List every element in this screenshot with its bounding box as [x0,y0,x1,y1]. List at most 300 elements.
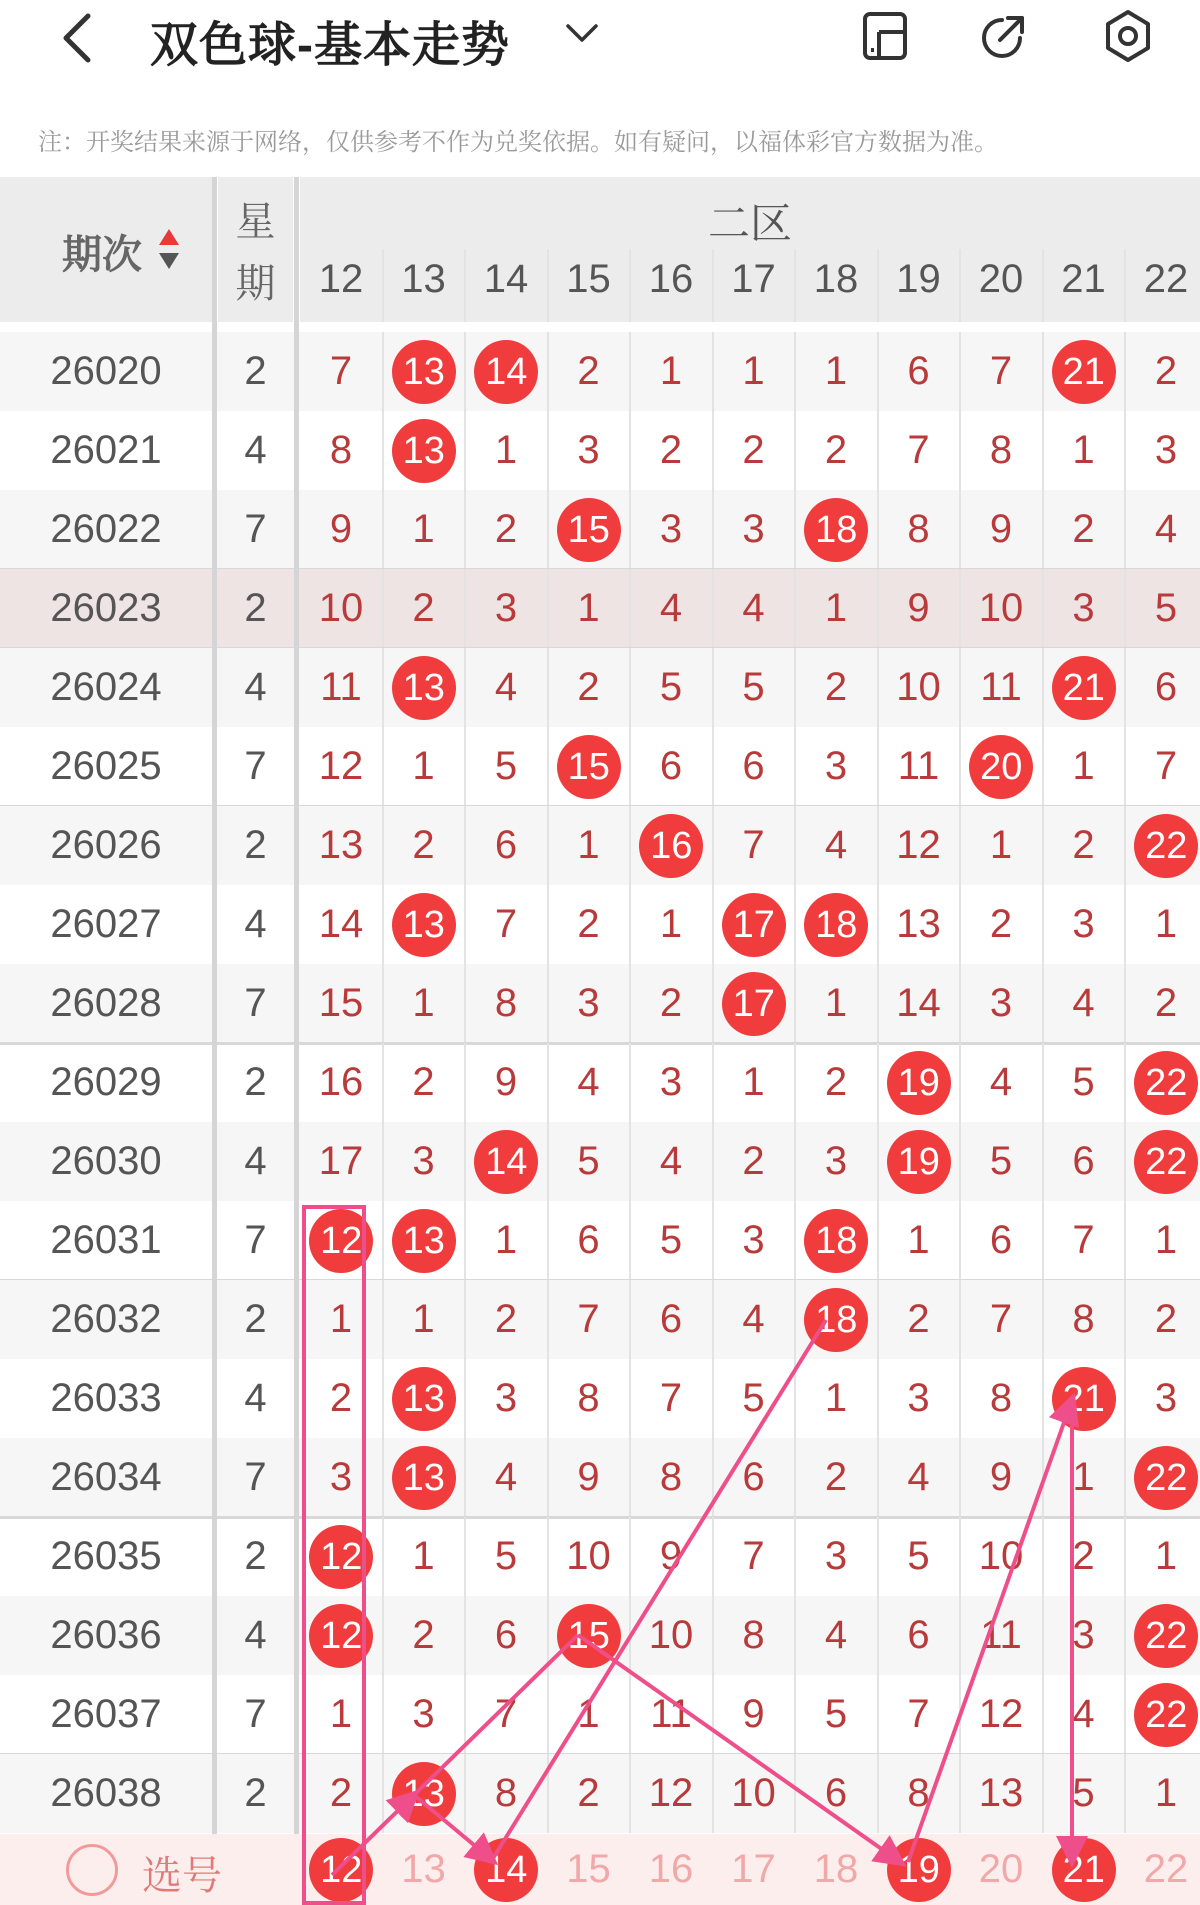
miss-count-cell: 5 [742,665,765,709]
period-cell: 26032 [50,1297,162,1341]
zone-header [300,177,1200,249]
miss-count-cell: 2 [907,1297,930,1341]
week-cell: 7 [244,1692,267,1736]
grid-line [629,1438,631,1517]
miss-count-cell: 10 [648,1613,694,1657]
miss-count-cell: 4 [1072,1692,1095,1736]
miss-count-cell: 10 [896,665,941,709]
drawn-number-ball: 18 [804,1288,868,1352]
grid-line [547,1359,549,1438]
grid-line [629,569,631,648]
miss-count-cell: 6 [907,349,930,393]
miss-count-cell: 5 [989,1139,1013,1183]
miss-count-cell: 7 [1072,1218,1095,1262]
miss-count-cell: 4 [494,1455,518,1499]
grid-line [629,490,631,569]
grid-line [629,727,631,806]
grid-line [629,1517,631,1596]
week-cell: 2 [244,586,267,630]
grid-line [1042,569,1044,648]
grid-line [547,490,549,569]
grid-line [382,1517,384,1596]
drawn-number-ball: 17 [722,972,786,1036]
miss-count-cell: 2 [659,428,683,472]
selectable-number[interactable]: 16 [648,1847,694,1891]
miss-count-cell: 3 [494,586,518,630]
drawn-number-ball: 13 [392,340,456,404]
grid-line [464,806,466,885]
miss-count-cell: 14 [318,902,364,946]
miss-count-cell: 1 [1072,428,1095,472]
table-row[interactable] [0,648,1200,727]
table-row[interactable] [0,490,1200,569]
zone-label: 二区 [707,200,792,247]
table-row[interactable] [0,1280,1200,1359]
period-cell: 26021 [50,428,162,472]
miss-count-cell: 4 [1154,507,1178,551]
select-radio[interactable] [66,1844,118,1896]
grid-line [547,1122,549,1201]
grid-line [629,249,631,322]
grid-line [712,1675,714,1754]
grid-line [382,1201,384,1280]
grid-line [1042,885,1044,964]
miss-count-cell: 6 [494,823,518,867]
column-number: 19 [896,257,941,301]
miss-count-cell: 6 [907,1613,930,1657]
grid-line [547,332,549,411]
selectable-number[interactable]: 20 [978,1847,1024,1891]
miss-count-cell: 8 [989,1376,1013,1420]
grid-line [464,332,466,411]
grid-line [1042,1359,1044,1438]
grid-line [877,1122,879,1201]
grid-line [712,1201,714,1280]
drawn-number-ball: 22 [1134,814,1198,878]
miss-count-cell: 4 [824,1613,848,1657]
miss-count-cell: 2 [412,823,435,867]
grid-line [547,1754,549,1833]
miss-count-cell: 1 [577,586,600,630]
miss-count-cell: 9 [329,507,353,551]
phone-layout-icon[interactable] [857,8,913,64]
grid-line [1124,964,1126,1043]
miss-count-cell: 7 [742,1534,765,1578]
table-row[interactable] [0,1043,1200,1122]
table-row[interactable] [0,1675,1200,1754]
grid-line [794,648,796,727]
miss-count-cell: 12 [896,823,941,867]
grid-line [794,1043,796,1122]
grid-line [877,569,879,648]
week-cell: 7 [244,981,267,1025]
miss-count-cell: 4 [824,823,848,867]
miss-count-cell: 10 [978,1534,1024,1578]
grid-line [464,1517,466,1596]
table-row[interactable] [0,1201,1200,1280]
miss-count-cell: 1 [1072,744,1095,788]
miss-count-cell: 8 [577,1376,600,1420]
table-row[interactable] [0,806,1200,885]
miss-count-cell: 6 [1072,1139,1095,1183]
week-cell: 2 [244,349,267,393]
grid-line [712,569,714,648]
grid-line [1124,885,1126,964]
miss-count-cell: 2 [329,1376,353,1420]
miss-count-cell: 1 [1154,1771,1178,1815]
grid-line [382,569,384,648]
table-row[interactable] [0,569,1200,648]
drawn-number-ball: 19 [887,1130,951,1194]
miss-count-cell: 6 [742,1455,765,1499]
column-number: 13 [401,257,446,301]
grid-line [1124,490,1126,569]
grid-line [1124,1754,1126,1833]
week-cell: 2 [244,1534,267,1578]
grid-line [1124,1675,1126,1754]
grid-line [877,1438,879,1517]
miss-count-cell: 3 [742,1218,765,1262]
miss-count-cell: 1 [1154,1534,1178,1578]
miss-count-cell: 11 [650,1692,692,1736]
column-number: 16 [648,257,694,301]
miss-count-cell: 2 [329,1771,353,1815]
drawn-number-ball: 18 [804,1209,868,1273]
selectable-number[interactable]: 18 [813,1847,859,1891]
table-row[interactable] [0,1754,1200,1833]
miss-count-cell: 4 [907,1455,930,1499]
grid-line [464,569,466,648]
miss-count-cell: 5 [577,1139,600,1183]
grid-line [1042,1043,1044,1122]
column-number: 15 [566,257,611,301]
grid-line [794,1438,796,1517]
miss-count-cell: 2 [412,586,435,630]
miss-count-cell: 1 [824,981,848,1025]
grid-line [629,964,631,1043]
grid-line [959,490,961,569]
miss-count-cell: 1 [742,349,765,393]
grid-line [712,885,714,964]
miss-count-cell: 13 [318,823,364,867]
grid-line [1124,332,1126,411]
period-cell: 26037 [50,1692,162,1736]
table-row[interactable] [0,1517,1200,1596]
drawn-number-ball: 16 [639,814,703,878]
period-cell: 26020 [50,349,162,393]
miss-count-cell: 1 [659,902,683,946]
miss-count-cell: 2 [1072,1534,1095,1578]
grid-line [794,1675,796,1754]
miss-count-cell: 1 [329,1692,353,1736]
period-cell: 26025 [50,744,162,788]
miss-count-cell: 9 [494,1060,518,1104]
period-cell: 26038 [50,1771,162,1815]
miss-count-cell: 13 [896,902,941,946]
sort-icon[interactable] [157,227,181,273]
grid-line [382,964,384,1043]
miss-count-cell: 1 [412,1534,435,1578]
selected-number-ball[interactable]: 12 [309,1838,373,1902]
grid-line [877,1359,879,1438]
grid-line [794,806,796,885]
miss-count-cell: 5 [1072,1771,1095,1815]
miss-count-cell: 2 [1154,981,1178,1025]
drawn-number-ball: 13 [392,1209,456,1273]
table-row[interactable] [0,885,1200,964]
grid-line [382,332,384,411]
grid-line [959,727,961,806]
column-divider [294,177,299,1905]
grid-line [877,1201,879,1280]
selectable-number[interactable]: 22 [1143,1847,1189,1891]
week-cell: 2 [244,1060,267,1104]
week-cell: 4 [244,428,267,472]
drawn-number-ball: 17 [722,893,786,957]
miss-count-cell: 7 [989,349,1013,393]
share-icon[interactable] [976,8,1032,64]
miss-count-cell: 1 [907,1218,930,1262]
drawn-number-ball: 14 [474,1130,538,1194]
table-row[interactable] [0,964,1200,1043]
period-cell: 26033 [50,1376,162,1420]
grid-line [1042,1280,1044,1359]
week-cell: 4 [244,1376,267,1420]
grid-line [629,1043,631,1122]
miss-count-cell: 8 [494,981,518,1025]
period-cell: 26022 [50,507,162,551]
select-number-row [0,1834,1200,1905]
selected-number-ball[interactable]: 19 [887,1838,951,1902]
table-row[interactable] [0,1122,1200,1201]
miss-count-cell: 12 [648,1771,694,1815]
trend-table [0,177,1200,1905]
miss-count-cell: 7 [494,1692,518,1736]
miss-count-cell: 7 [1154,744,1178,788]
miss-count-cell: 2 [989,902,1013,946]
grid-line [712,727,714,806]
week-header-label [218,191,293,315]
table-row[interactable] [0,1359,1200,1438]
miss-count-cell: 1 [412,744,435,788]
drawn-number-ball: 13 [392,419,456,483]
drawn-number-ball: 13 [392,1762,456,1826]
miss-count-cell: 2 [577,1771,600,1815]
miss-count-cell: 5 [494,744,518,788]
selectable-number[interactable]: 13 [401,1847,446,1891]
period-cell: 26023 [50,586,162,630]
table-row[interactable] [0,1438,1200,1517]
grid-line [794,411,796,490]
grid-line [629,806,631,885]
table-row[interactable] [0,727,1200,806]
grid-line [712,964,714,1043]
grid-line [959,1280,961,1359]
period-cell: 26036 [50,1613,162,1657]
selectable-number[interactable]: 15 [566,1847,611,1891]
top-bar [0,0,1200,90]
grid-line [1042,1596,1044,1675]
miss-count-cell: 12 [978,1692,1024,1736]
grid-line [1042,648,1044,727]
drawn-number-ball: 22 [1134,1051,1198,1115]
grid-line [547,1438,549,1517]
grid-line [959,964,961,1043]
grid-line [547,806,549,885]
grid-line [959,1043,961,1122]
table-row[interactable] [0,1596,1200,1675]
table-row[interactable] [0,411,1200,490]
miss-count-cell: 6 [659,744,683,788]
miss-count-cell: 8 [907,1771,930,1815]
miss-count-cell: 7 [494,902,518,946]
miss-count-cell: 10 [318,586,364,630]
grid-line [382,648,384,727]
miss-count-cell: 3 [412,1692,435,1736]
settings-icon[interactable] [1100,8,1156,64]
grid-line [464,1201,466,1280]
select-number-label[interactable]: 选号 [142,1854,222,1898]
page-title[interactable]: 双色球-基本走势 [150,19,510,72]
column-number: 14 [483,257,529,301]
grid-line [629,1675,631,1754]
miss-count-cell: 8 [1072,1297,1095,1341]
grid-line [959,1596,961,1675]
miss-count-cell: 6 [1154,665,1178,709]
miss-count-cell: 3 [742,507,765,551]
miss-count-cell: 9 [659,1534,683,1578]
miss-count-cell: 3 [824,1534,848,1578]
column-divider [212,177,217,1905]
grid-line [1124,648,1126,727]
miss-count-cell: 16 [318,1060,364,1104]
week-cell: 4 [244,1139,267,1183]
grid-line [1042,332,1044,411]
miss-count-cell: 6 [659,1297,683,1341]
grid-line [794,1359,796,1438]
grid-line [794,1280,796,1359]
grid-line [1042,1201,1044,1280]
grid-line [547,411,549,490]
period-header[interactable] [0,177,212,322]
table-row[interactable] [0,332,1200,411]
miss-count-cell: 1 [412,507,435,551]
grid-line [959,1675,961,1754]
miss-count-cell: 7 [907,428,930,472]
miss-count-cell: 1 [412,1297,435,1341]
miss-count-cell: 7 [907,1692,930,1736]
grid-line [959,332,961,411]
grid-line [382,806,384,885]
grid-line [877,964,879,1043]
grid-line [1124,1359,1126,1438]
week-cell: 2 [244,1297,267,1341]
grid-line [959,1201,961,1280]
grid-line [794,1517,796,1596]
grid-line [382,1675,384,1754]
miss-count-cell: 3 [1072,586,1095,630]
grid-line [712,490,714,569]
column-number: 18 [813,257,859,301]
chevron-down-icon[interactable] [560,12,604,56]
grid-line [547,964,549,1043]
back-arrow-icon[interactable] [50,8,110,68]
period-cell: 26029 [50,1060,162,1104]
selected-number-ball[interactable]: 21 [1052,1838,1116,1902]
grid-line [382,1754,384,1833]
drawn-number-ball: 15 [557,498,621,562]
miss-count-cell: 2 [1072,507,1095,551]
grid-line [629,1280,631,1359]
miss-count-cell: 2 [1072,823,1095,867]
period-cell: 26035 [50,1534,162,1578]
selectable-number[interactable]: 17 [731,1847,776,1891]
miss-count-cell: 17 [318,1139,364,1183]
grid-line [794,727,796,806]
miss-count-cell: 3 [907,1376,930,1420]
miss-count-cell: 4 [1072,981,1095,1025]
miss-count-cell: 5 [1154,586,1178,630]
miss-count-cell: 2 [742,1139,765,1183]
grid-line [877,885,879,964]
grid-line [959,1359,961,1438]
grid-line [382,1122,384,1201]
drawn-number-ball: 21 [1052,340,1116,404]
grid-line [712,1359,714,1438]
miss-count-cell: 3 [577,428,600,472]
grid-line [1124,1043,1126,1122]
grid-line [877,1675,879,1754]
grid-line [1042,490,1044,569]
grid-line [547,648,549,727]
miss-count-cell: 2 [577,349,600,393]
grid-line [794,490,796,569]
miss-count-cell: 1 [329,1297,353,1341]
grid-line [547,1675,549,1754]
grid-line [464,727,466,806]
miss-count-cell: 3 [659,507,683,551]
grid-line [959,648,961,727]
grid-line [629,1754,631,1833]
selected-number-ball[interactable]: 14 [474,1838,538,1902]
drawn-number-ball: 22 [1134,1604,1198,1668]
miss-count-cell: 7 [659,1376,683,1420]
week-cell: 4 [244,902,267,946]
column-number: 17 [731,257,776,301]
miss-count-cell: 8 [329,428,353,472]
grid-line [959,885,961,964]
period-header-label: 期次 [62,233,142,277]
grid-line [877,727,879,806]
week-cell: 4 [244,665,267,709]
grid-line [877,1596,879,1675]
miss-count-cell: 5 [659,1218,683,1262]
grid-line [1124,1438,1126,1517]
miss-count-cell: 7 [577,1297,600,1341]
disclaimer-note: 注：开奖结果来源于网络，仅供参考不作为兑奖依据。如有疑问，以福体彩官方数据为准。 [38,129,998,156]
grid-line [382,1438,384,1517]
week-cell: 7 [244,507,267,551]
grid-line [712,1517,714,1596]
grid-line [382,885,384,964]
grid-line [547,1280,549,1359]
grid-line [877,490,879,569]
grid-line [629,411,631,490]
miss-count-cell: 2 [824,1455,848,1499]
miss-count-cell: 4 [659,1139,683,1183]
miss-count-cell: 1 [577,1692,600,1736]
grid-line [382,1359,384,1438]
